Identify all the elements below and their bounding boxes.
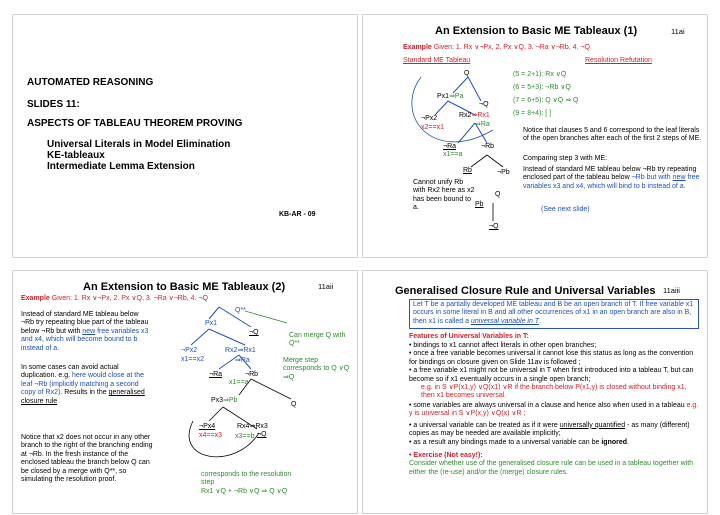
binding-x1-x2: x1==x2 [181, 356, 204, 363]
example-universal-1: e.g. in S ∨P(x1,y) ∨Q(x1) ∨R if the branch below P(x1,y) is closed without binding x1, then x1 becomes universal. [421, 384, 687, 400]
page-number: 11ai [671, 27, 685, 36]
merge-step-note: Merge step corresponds to Q ∨Q ⇒Q [283, 357, 350, 381]
node-px1: Px1 [205, 320, 218, 327]
node-q-right: Q [495, 191, 501, 198]
node-pb: Pb [475, 201, 484, 208]
node-rx2: Rx2⇒Rx1 [225, 347, 256, 354]
example-label: Example [403, 44, 432, 51]
node-rb: Rb [463, 167, 472, 174]
example-text: Given: 1. Rx ∨¬Px, 2. Px ∨Q, 3. ¬Ra ∨¬Rb, 4. ¬Q [433, 44, 590, 51]
binding-x3-b: x3==b [235, 433, 255, 440]
duplication-paragraph: In some cases can avoid actual duplication. e.g. here would close at the leaf ¬Rb (implicitly matching a second copy of Rx2). Results in the generalised closure rule [21, 364, 145, 405]
slide-extension-2 [12, 270, 358, 514]
node-px1: Px1⇒Pa [437, 93, 464, 100]
extended-tableau-tree [13, 271, 359, 515]
binding-x1-a: x1==a [443, 151, 463, 158]
slide-title: An Extension to Basic ME Tableaux (1) [435, 25, 638, 37]
page-number: 11aii [318, 282, 334, 291]
intro-paragraph: Instead of standard ME tableau below ¬Rb try repeating blue part of the tableau below ¬Rb but with new free variables x3 and x4, which will become bound to b instead of a. [21, 311, 149, 352]
topic-2: KE-tableaux [47, 150, 105, 161]
node-not-px4: ¬Px4 [199, 423, 216, 430]
exercise-heading: • Exercise (Not easy!): [409, 451, 483, 459]
node-rx2: Rx2⇒Rx1 [459, 112, 490, 119]
exercise-text: Consider whether use of the generalised closure rule can be used in a tableau together with either the (re-use) and/or the (merge) closure rules. [409, 460, 694, 476]
binding-x2-x1: x2==x1 [421, 124, 444, 131]
topic-3: Intermediate Lemma Extension [47, 161, 195, 172]
slide-heading: ASPECTS OF TABLEAU THEOREM PROVING [27, 118, 243, 129]
feature-bullet-4: • some variables are always universal in a clause and hence also when used in a tableau e.g. y is universal in S ∨P(x,y) ∨Q(x) ∨R ; [409, 401, 699, 418]
feature-bullet-6: • as a result any bindings made to a universal variable can be ignored. [409, 439, 629, 447]
node-not-ra: ¬Ra [209, 371, 223, 378]
node-not-px2: ¬Px2 [181, 347, 198, 354]
feature-bullet-2: • once a free variable becomes universal it cannot lose this status as long as the convention for bindings on closure given on Slide 11av is followed ; [409, 350, 694, 366]
merge-note: Can merge Q with Q** [289, 332, 346, 348]
features-list [409, 342, 701, 477]
resolution-formula: Rx1 ∨Q + ¬Rb ∨Q ⇒ Q ∨Q [201, 488, 288, 495]
step-7: (7 = 6+5): Q ∨Q ⇒ Q [513, 97, 579, 104]
node-q-star: Q** [235, 307, 246, 314]
instead-text: Instead of standard ME tableau below ¬Rb try repeating enclosed part of the tableau below ¬Rb but with new free variables x3 and x4, which will bind to b instead of a. [523, 166, 700, 190]
notice-text: Notice that clauses 5 and 6 correspond to the leaf literals of the open branches after each of the first 2 steps of ME. [523, 127, 702, 143]
compare-text: Comparing step 3 with ME: [523, 155, 608, 162]
slide-title: An Extension to Basic ME Tableaux (2) [83, 281, 286, 293]
mark-ra: ⇒Ra [475, 121, 490, 128]
node-not-q: ¬Q [479, 101, 489, 108]
feature-bullet-5: • a universal variable can be treated as if it were universally quantified - as many (different) copies as may be needed are available implicitly; [409, 421, 690, 438]
cannot-unify-note: Cannot unify Rb with Rx2 here as x2 has been bound to a. [413, 179, 475, 212]
node-not-q: ¬Q [249, 329, 259, 336]
definition-box [409, 299, 699, 329]
slide-title [12, 14, 358, 258]
node-not-ra: ¬Ra [443, 143, 457, 150]
page-number: 11aiii [663, 286, 680, 295]
node-not-rb: ¬Rb [481, 143, 495, 150]
topic-1: Universal Literals in Model Elimination [47, 139, 231, 150]
footer-code: KB-AR - 09 [279, 211, 316, 218]
resolution-note: corresponds to the resolution step [201, 471, 292, 487]
node-not-pb: ¬Pb [497, 169, 510, 176]
example-text: Given: 1. Rx ∨¬Px, 2. Px ∨Q, 3. ¬Ra ∨¬Rb, 4. ¬Q [51, 295, 208, 302]
see-next-link[interactable]: (See next slide) [541, 206, 590, 213]
node-not-rb: ¬Rb [245, 371, 259, 378]
step-9: (9 = 8+4): [ ] [513, 110, 552, 117]
notice-paragraph: Notice that x2 does not occur in any other branch to the right of the branching ending at ¬Rb. In the fresh instance of the enclosed tableau the branch below Q can be closed by a merge with Q**, so simulating the resolution proof. [21, 434, 153, 484]
node-not-q-bottom: ¬Q [489, 223, 499, 230]
example-label: Example [21, 295, 50, 302]
course-title: AUTOMATED REASONING [27, 77, 154, 88]
step-5: (5 = 2+1): Rx ∨Q [513, 71, 567, 78]
node-q-second: Q [291, 401, 297, 408]
features-heading: Features of Universal Variables in T: [409, 333, 529, 340]
slide-generalised-closure [362, 270, 708, 514]
slide-title: Generalised Closure Rule and Universal Variables [395, 285, 656, 297]
step-6: (6 = 5+3): ¬Rb ∨Q [513, 84, 571, 91]
feature-bullet-1: • bindings to x1 cannot affect literals in other open branches; [409, 342, 597, 349]
node-px3: Px3⇒Pb [211, 397, 238, 404]
slide-extension-1 [362, 14, 708, 258]
node-not-q-bottom: ¬Q [257, 431, 267, 438]
feature-bullet-3: • a free variable x1 might not be universal in T when first introduced into a tableau T, but can become so if x1 eventually occurs in a single open branch; [409, 367, 694, 383]
node-q-top: Q [464, 70, 470, 77]
refutation-label: Resolution Refutation [585, 57, 652, 64]
node-not-px2: ¬Px2 [421, 115, 438, 122]
mark-ra: ⇒Ra [235, 357, 250, 364]
slides-label: SLIDES 11: [27, 99, 80, 110]
definition-text: Let T be a partially developed ME tableau and B be an open branch of T. If free variable x1 occurs in some literal in B and all other occurrences of x1 in an open branch are also in B, then x1 is called a universal variable in T. [413, 301, 694, 325]
node-rx4: Rx4⇒Rx3 [237, 423, 268, 430]
standard-label: Standard ME Tableau [403, 57, 471, 64]
binding-x4-x3: x4==x3 [199, 432, 222, 439]
binding-x1-a: x1==a [229, 379, 249, 386]
